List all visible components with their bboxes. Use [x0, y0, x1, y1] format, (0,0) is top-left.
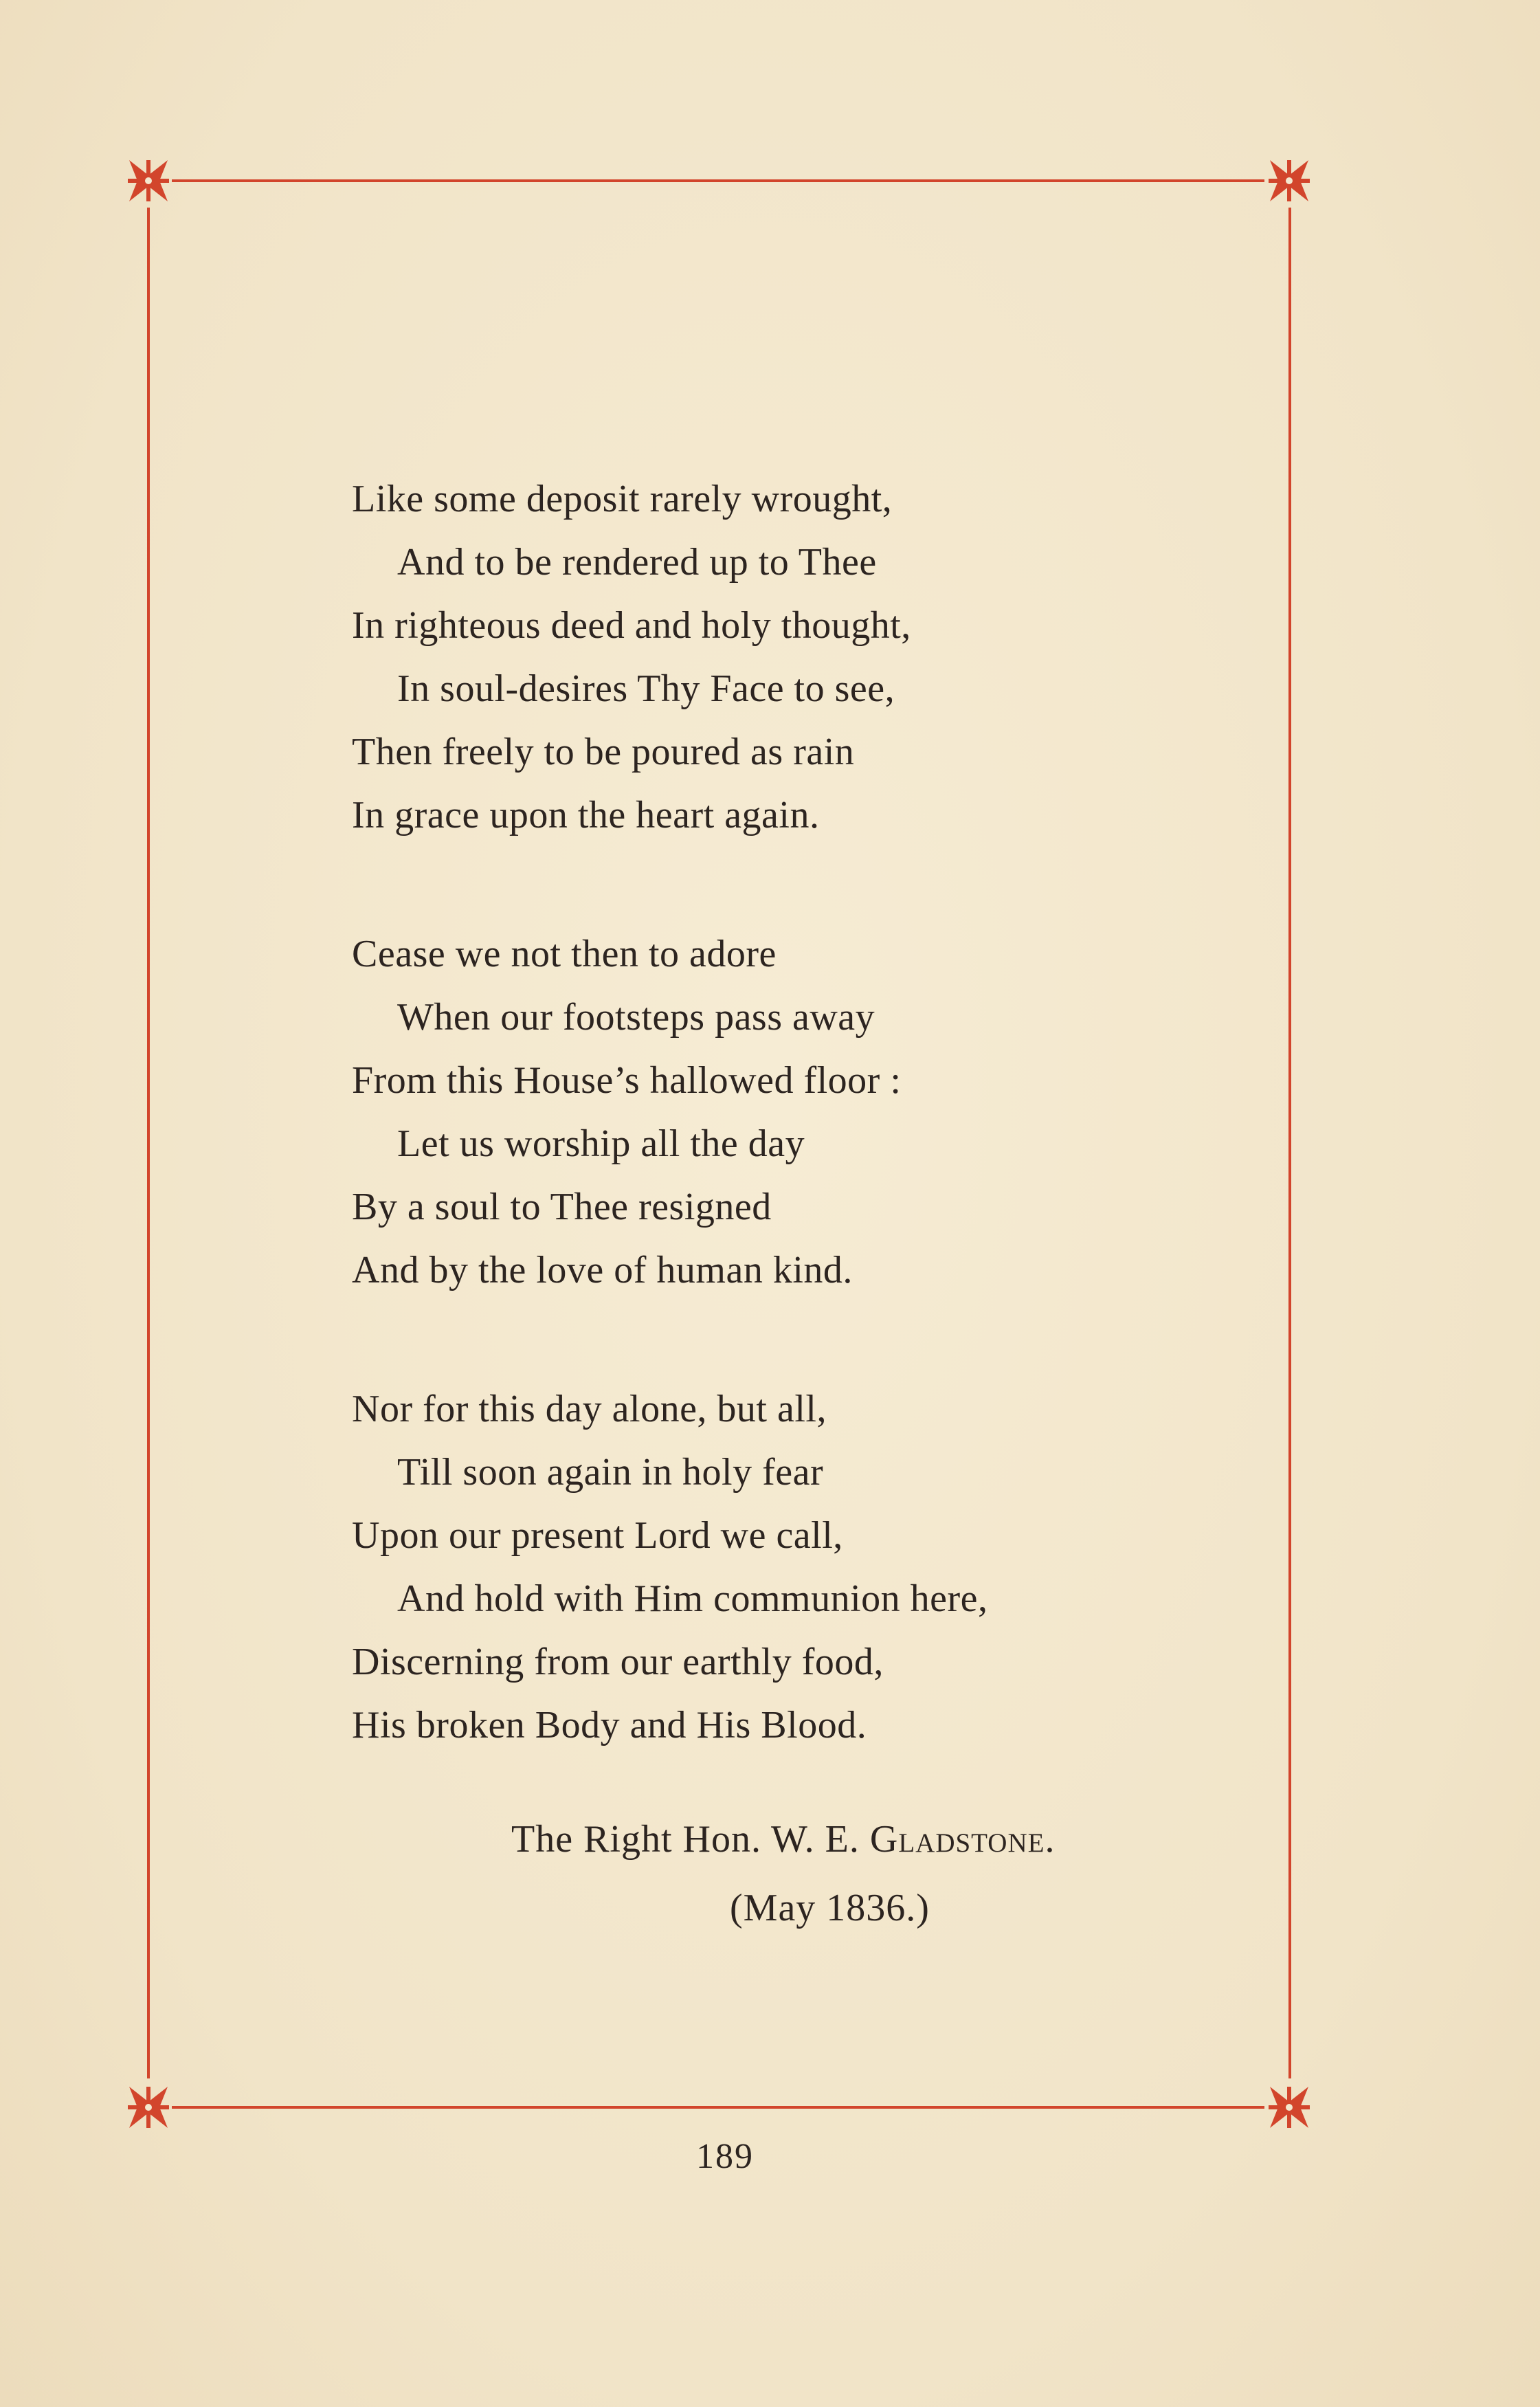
author-attribution: [511, 1808, 1055, 1871]
poem-line: In soul-desires Thy Face to see,: [397, 667, 895, 710]
poem-line: His broken Body and His Blood.: [352, 1704, 867, 1746]
poem-line: Like some deposit rarely wrought,: [352, 478, 893, 520]
frame-left-rule: [147, 208, 150, 2078]
poem-line: Cease we not then to adore: [352, 933, 777, 975]
maltese-cross-icon: [1262, 153, 1317, 208]
poem-line: From this House’s hallowed floor :: [352, 1059, 902, 1102]
poem-line: And hold with Him communion here,: [397, 1577, 988, 1620]
maltese-cross-icon: [121, 153, 176, 208]
poem-line: And to be rendered up to Thee: [397, 541, 877, 584]
frame-top-rule: [172, 179, 1264, 182]
poem-line: When our footsteps pass away: [397, 996, 875, 1039]
poem-line: And by the love of human kind.: [352, 1249, 853, 1291]
poem-line: In grace upon the heart again.: [352, 794, 820, 836]
author-surname: Gladstone.: [869, 1818, 1056, 1861]
poem: [352, 467, 1245, 1832]
poem-line: Nor for this day alone, but all,: [352, 1388, 827, 1430]
poem-line: Then freely to be poured as rain: [352, 731, 855, 773]
stanza: [352, 467, 1245, 847]
poem-line: Till soon again in holy fear: [397, 1451, 824, 1494]
frame-right-rule: [1288, 208, 1291, 2078]
maltese-cross-icon: [1262, 2080, 1317, 2135]
frame-bottom-rule: [172, 2106, 1264, 2109]
page-number: 189: [696, 2137, 754, 2176]
poem-line: Let us worship all the day: [397, 1122, 805, 1165]
poem-line: Upon our present Lord we call,: [352, 1514, 843, 1557]
attribution-date: (May 1836.): [730, 1887, 930, 1929]
stanza: [352, 922, 1245, 1302]
author-prefix: The Right Hon. W. E.: [511, 1818, 870, 1861]
maltese-cross-icon: [121, 2080, 176, 2135]
stanza: [352, 1377, 1245, 1757]
poem-line: By a soul to Thee resigned: [352, 1186, 772, 1228]
poem-line: Discerning from our earthly food,: [352, 1641, 884, 1683]
poem-line: In righteous deed and holy thought,: [352, 604, 911, 647]
